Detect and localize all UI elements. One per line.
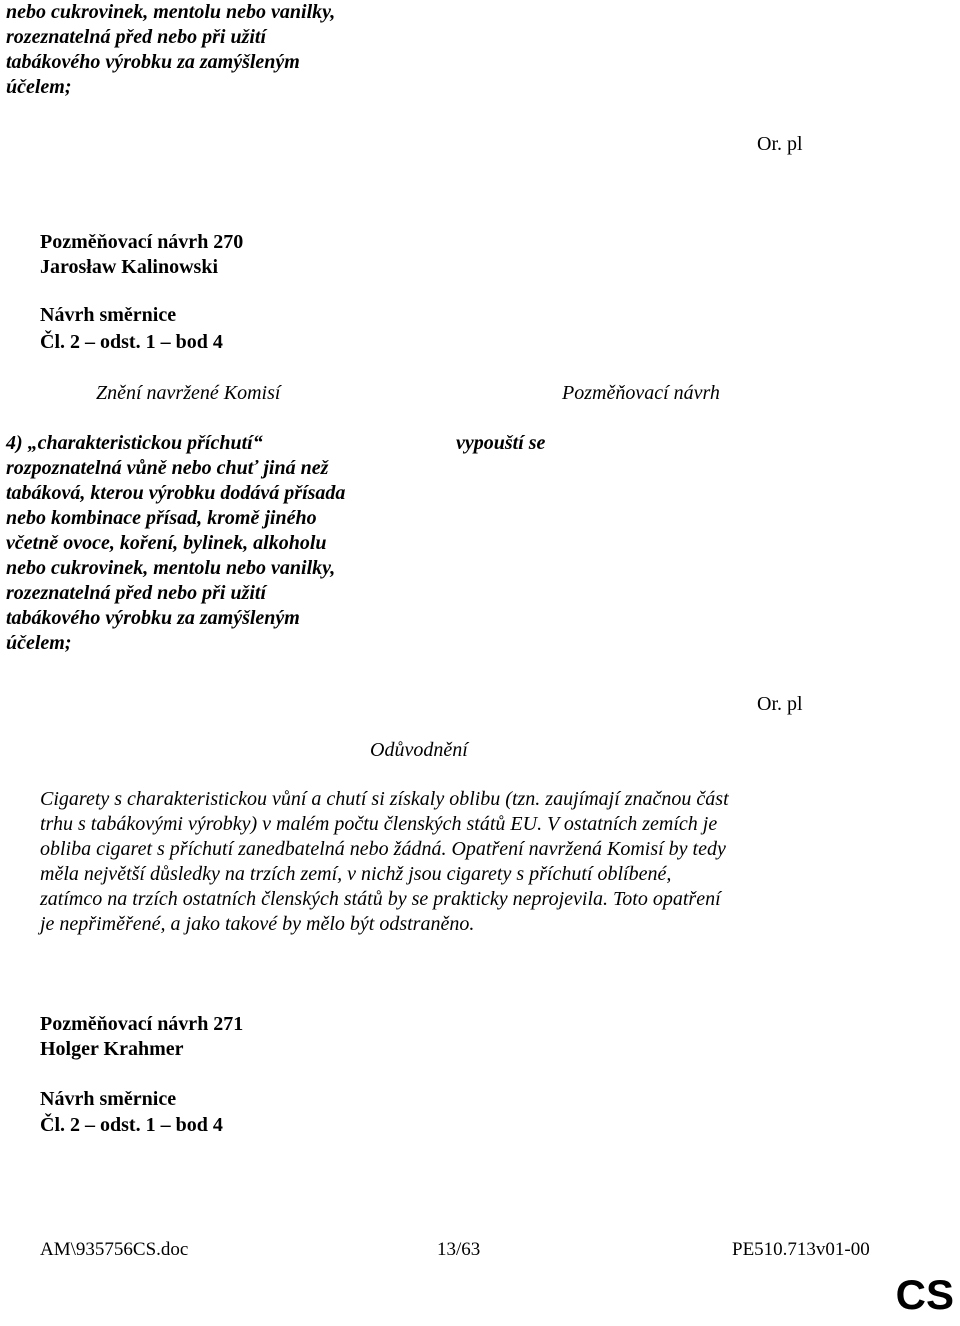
- text-line: rozeznatelná před nebo při užití: [6, 582, 267, 604]
- amendment-number: Pozměňovací návrh 271: [40, 1013, 244, 1035]
- text-line: včetně ovoce, koření, bylinek, alkoholu: [6, 532, 327, 554]
- commission-text-heading: Znění navržené Komisí: [96, 382, 281, 404]
- text-line: rozpoznatelná vůně nebo chuť jiná než: [6, 457, 329, 479]
- text-line: nebo kombinace přísad, kromě jiného: [6, 507, 317, 529]
- text-line: tabákového výrobku za zamýšleným: [6, 607, 300, 629]
- commission-text: [6, 431, 345, 656]
- article-reference: Čl. 2 – odst. 1 – bod 4: [40, 1114, 223, 1136]
- text-line: zatímco na trzích ostatních členských států by se prakticky neprojevila. Toto opatření: [40, 888, 721, 910]
- text-line: nebo cukrovinek, mentolu nebo vanilky,: [6, 557, 336, 579]
- footer-reference: PE510.713v01-00: [732, 1239, 870, 1260]
- amendment-text: vypouští se: [456, 432, 546, 454]
- text-line: obliba cigaret s příchutí zanedbatelná nebo žádná. Opatření navržená Komisí by tedy: [40, 838, 726, 860]
- continued-original-text: [6, 0, 335, 100]
- text-line: rozeznatelná před nebo při užití: [6, 26, 267, 48]
- text-line: účelem;: [6, 76, 72, 98]
- text-line: 4) „charakteristickou příchutí“: [6, 432, 263, 454]
- amendment-number: Pozměňovací návrh 270: [40, 231, 244, 253]
- original-language-label: Or. pl: [757, 133, 803, 155]
- text-line: trhu s tabákovými výrobky) v malém počtu členských států EU. V ostatních zemích je: [40, 813, 718, 835]
- article-reference: Čl. 2 – odst. 1 – bod 4: [40, 331, 223, 353]
- text-line: tabáková, kterou výrobku dodává přísada: [6, 482, 346, 504]
- text-line: tabákového výrobku za zamýšleným: [6, 51, 300, 73]
- footer-language-code: CS: [895, 1271, 954, 1318]
- text-line: Cigarety s charakteristickou vůní a chutí si získaly oblibu (tzn. zaujímají značnou část: [40, 788, 729, 810]
- justification-heading: Odůvodnění: [370, 739, 468, 761]
- proposal-title: Návrh směrnice: [40, 1088, 177, 1110]
- justification-text: [40, 787, 840, 937]
- footer-page-number: 13/63: [437, 1239, 481, 1260]
- amendment-author: Jarosław Kalinowski: [40, 256, 218, 278]
- text-line: účelem;: [6, 632, 72, 654]
- original-language-label: Or. pl: [757, 693, 803, 715]
- text-line: měla největší důsledky na trzích zemí, v nichž jsou cigarety s příchutí oblíbené,: [40, 863, 672, 885]
- footer-document-name: AM\935756CS.doc: [40, 1239, 189, 1260]
- text-line: je nepřiměřené, a jako takové by mělo být odstraněno.: [40, 913, 475, 935]
- text-line: nebo cukrovinek, mentolu nebo vanilky,: [6, 1, 336, 23]
- amendment-heading: Pozměňovací návrh: [562, 382, 720, 404]
- proposal-title: Návrh směrnice: [40, 304, 177, 326]
- amendment-author: Holger Krahmer: [40, 1038, 184, 1060]
